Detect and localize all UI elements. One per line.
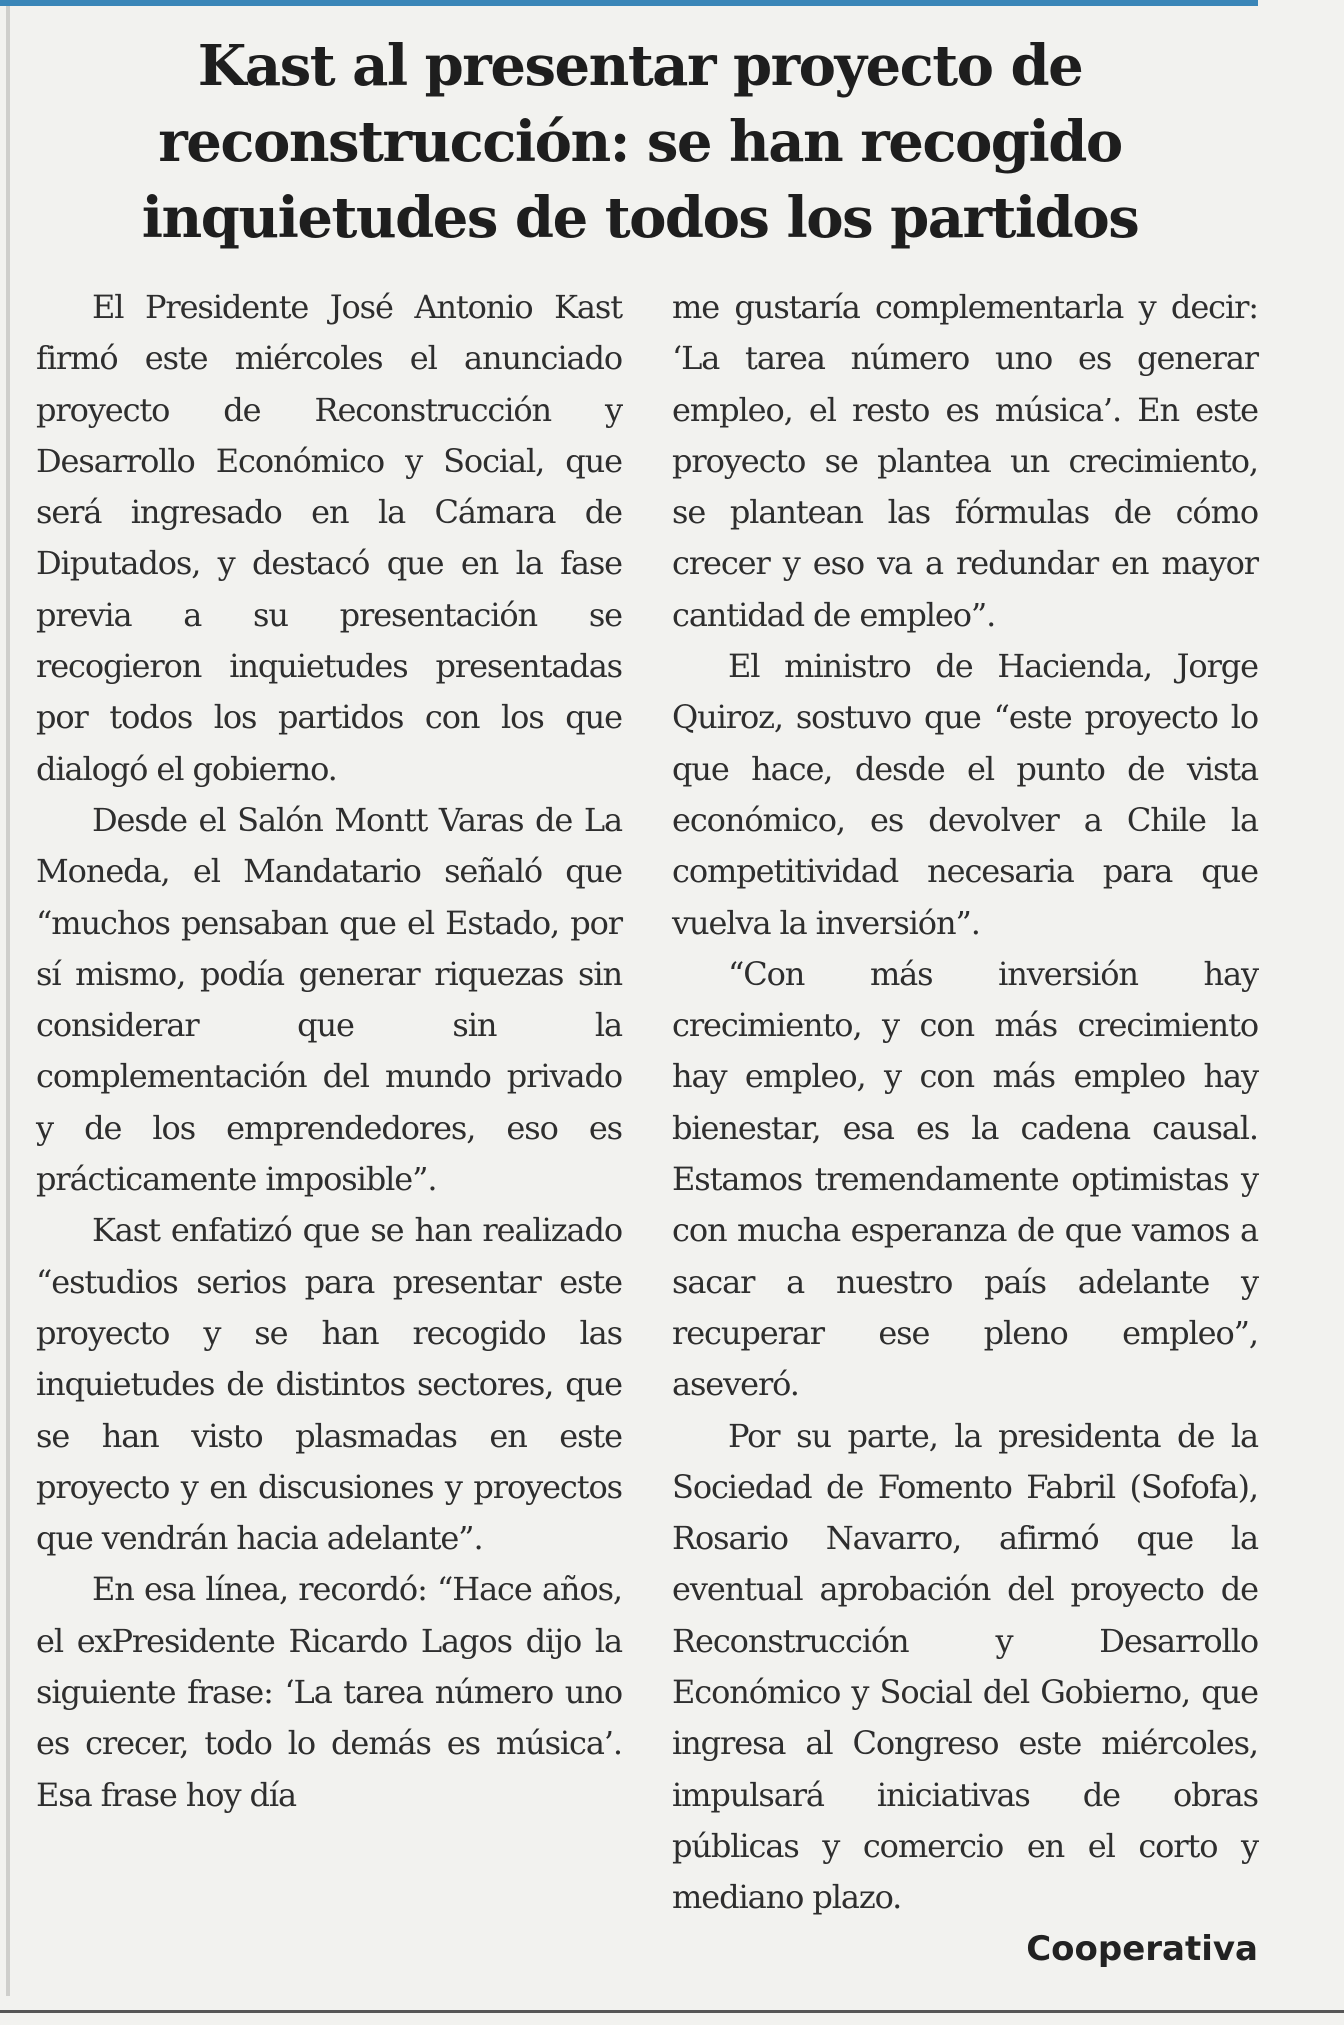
bottom-rule [0,2010,1344,2013]
paragraph: Por su parte, la presidenta de la Sociedad de Fomento Fabril (Sofofa), Rosario Navarro, afirmó que la eventual aprobación del proyecto de Reconstrucción y Desarrollo Económico y Social del Gobierno, que ingresa al Congreso este miércoles, impulsará iniciativas de obras públicas y comercio en el corto y mediano plazo. [672,1416,1258,1917]
left-border-rule [6,6,10,1996]
paragraph: El ministro de Hacienda, Jorge Quiroz, sostuvo que “este proyecto lo que hace, desde el punto de vista económico, es devolver a Chile la competitividad necesaria para que vuelva la inversión”. [672,647,1258,942]
article-column-left [36,282,622,1821]
paragraph: Desde el Salón Montt Varas de La Moneda, el Mandatario señaló que “muchos pensaban que el Estado, por sí mismo, podía generar riquezas sin considerar que sin la complementación del mundo privado y de los emprendedores, eso es prácticamente imposible”. [36,800,622,1199]
article-column-right [672,282,1258,1975]
paragraph: En esa línea, recordó: “Hace años, el exPresidente Ricardo Lagos dijo la siguiente frase: ‘La tarea número uno es crecer, todo lo demás es música’. Esa frase hoy día [36,1570,622,1814]
top-accent-rule [0,0,1258,6]
article-byline: Cooperativa [1026,1928,1258,1969]
article-headline: Kast al presentar proyecto de reconstrucción: se han recogido inquietudes de todos los partidos [141,33,1139,251]
paragraph-continued: me gustaría complementarla y decir: ‘La tarea número uno es generar empleo, el resto es música’. En este proyecto se plantea un crecimiento, se plantean las fórmulas de cómo crecer y eso va a redundar en mayor cantidad de empleo”. [672,288,1258,634]
paragraph: “Con más inversión hay crecimiento, y con más crecimiento hay empleo, y con más empleo hay bienestar, esa es la cadena causal. Estamos tremendamente optimistas y con mucha esperanza de que vamos a sacar a nuestro país adelante y recuperar ese pleno empleo”, aseveró. [672,954,1258,1404]
paragraph: Kast enfatizó que se han realizado “estudios serios para presentar este proyecto y se han recogido las inquietudes de distintos sectores, que se han visto plasmadas en este proyecto y en discusiones y proyectos que vendrán hacia adelante”. [36,1211,622,1558]
paragraph: El Presidente José Antonio Kast firmó este miércoles el anunciado proyecto de Reconstrucción y Desarrollo Económico y Social, que será ingresado en la Cámara de Diputados, y destacó que en la fase previa a su presentación se recogieron inquietudes presentadas por todos los partidos con los que dialogó el gobierno. [36,288,622,788]
